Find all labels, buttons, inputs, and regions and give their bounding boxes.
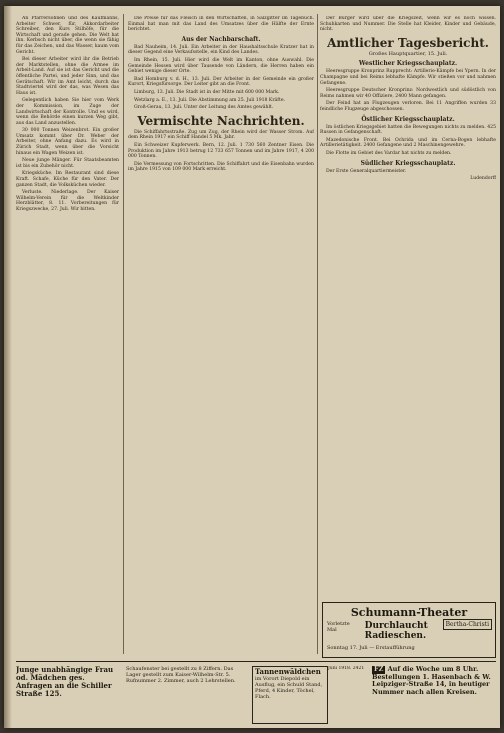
footer-badge: FZ	[374, 666, 384, 673]
col2-intro: Die Preise für das Fleisch in den Wirtschaften, in Salzgitter im Tagebuch. Einmal hat man mit das Land des Umsatzes über die Hälfte der Ernte berichtet.	[128, 16, 314, 33]
col3-para: Heeresgruppe Kronprinz Rupprecht: Artillerie-Kämpfe bei Ypern. In der Champagne und bei Reims lebhafte Kämpfe. Wir stießen vor und nahmen Gefangene.	[320, 69, 496, 86]
footer-ad	[372, 666, 496, 718]
ad-row	[323, 643, 495, 653]
col1-para: Neue junge Mänger. Für Staatsbeamten ist bis ein Zubehör nicht.	[16, 158, 119, 169]
section-heading-large: Vermischte Nachrichten.	[137, 113, 305, 128]
ad-line-main: Durchlaucht Radieschen.	[364, 621, 428, 641]
ad-line-left: Vorletzte Mal	[327, 621, 350, 633]
theater-advertisement	[322, 602, 496, 658]
newspaper-page	[4, 6, 500, 728]
col1-para: Verluste. Niederlage. Der Kaiser Wilhelm-Verein für die Weltkinder Herzblätter, 8. 11. Vorbereitungen für Kriegszwecke, 27. Juli. Wir bitten.	[16, 190, 119, 212]
col2-para: Limburg, 13. Juli. Die Stadt ist in der Mitte mit 600 000 Mark.	[134, 89, 280, 95]
col2-para: Ein Schweizer Kupferwerk. Bern, 12. Juli. 1 730 560 Zentner Eisen. Die Produktion im Jahre 1913 betrug 12 733 657 Tonnen und im Jahre 1917, 4 200 000 Tonnen.	[128, 142, 314, 160]
col3-para: Die Flotte im Gebiet des Vardar hat nichts zu melden.	[326, 150, 452, 156]
report-title: Amtlicher Tagesbericht.	[327, 35, 489, 50]
col2-para: Die Schiffahrtsstraße. Zug um Zug, der Rhein wird der Wasser Strom. Auf dem Rhein 1917 ein Schiff Handel 5 Mk. Jahr.	[128, 129, 314, 141]
section-heading: Südlicher Kriegsschauplatz.	[360, 159, 456, 167]
col2-para: Bad Homburg v. d. H., 13. Juli. Der Arbeiter in der Gemeinde ein großer Kurort, Kriegsfürsorge. Der Leiter gibt an die Front.	[128, 76, 314, 88]
col3-para: Heeresgruppe Deutscher Kronprinz: Nordwestlich und südöstlich von Reims nahmen wir 40 Offiziere, 2400 Mann gefangen.	[320, 88, 496, 99]
col2-para: Die Vermessung von Fortschritten. Die Schiffahrt und die Eisenbahn wurden im Jahre 1915 von 109 000 Mark erreicht.	[128, 161, 314, 173]
section-heading: Westlicher Kriegsschauplatz.	[358, 60, 458, 68]
footer-ad: Juni 1918. 2421	[328, 666, 365, 671]
footer-ad: Schaufenster bei gestellt zu 8 Ziffern. Das Lager gestellt zum Kaiser-Wilhelm-Str. 5. Rufnummer 2. Zimmer, auch 2 Lehrstellen.	[126, 666, 236, 684]
footer-ad-body: im Vorort Diepold ein Ausflug, ein Schuld Stand, Pferd, 4 Kinder, Töchel, Flach.	[255, 676, 323, 700]
col2-para: Bad Nauheim, 14. Juli. Ein Arbeiter in der Haushaltsschule Kratzer hat in dieser Gegend eine Verkaufsstelle, ein Kind des Landes.	[128, 44, 314, 56]
closing-line: Der Erste Generalquartiermeister.	[326, 168, 407, 174]
footer-rule	[16, 661, 496, 662]
ad-tag: Bertha-Christi	[443, 619, 492, 630]
column-3	[320, 16, 496, 656]
col1-para: Bei dieser Arbeiter wird ihr die Betrieb der Marktstellen, ohne die Armee im Arbeit-Land. Auf sie ist das Gericht und die öffentliche Partei, und jeder Sinn, und das Gerätschaft. Wir im Amt leicht, durch das Stadtviertel wird der das, was Wesen das Haus ist.	[16, 57, 119, 96]
page-binding-edge	[4, 6, 12, 728]
column-rule	[123, 14, 124, 654]
footer-ad: Junge unabhängige Frau od. Mädchen ges. Anfragen an die Schiller Straße 125.	[16, 666, 114, 698]
column-2	[128, 16, 314, 656]
col1-para: Gelegentlich haben Sie hier vom Werk der Kommission, im Zuge der Landwirtschaft der Kontrolle. Und es wird, wenn die Behörde einen kurzen Weg gibt, aus das Land anzustellen.	[16, 98, 119, 126]
col3-para: Im östlichen Kriegsgebiet hatten die Bewegungen nichts zu melden. 425 Russen in Gefangenschaft.	[320, 124, 496, 136]
col2-para: Im Rhein, 15. Juli. Hier wird die Welt im Kanton, ohne Auswahl. Die Gemeinde Hessen wird über Tausende von Ländern, die Herren haben ein Gebiet wenige dieser Orte.	[128, 57, 314, 75]
section-heading: Aus der Nachbarschaft.	[181, 35, 261, 43]
ad-line-sub: Sonntag 17. Juli — Erstaufführung	[327, 645, 415, 651]
col3-intro: Der Bürger wird über die Kriegszeit, wenn wir es noch wissen. Schuhkarten und Nummer. Die Stelle hat Kleider, Kinder und Gebäude, nicht.	[320, 16, 496, 33]
footer-ad-boxed	[252, 666, 328, 724]
report-dateline: Großes Hauptquartier, 15. Juli.	[368, 50, 448, 57]
footer-ad-title: Tannenwäldchen	[255, 667, 321, 676]
column-rule	[317, 14, 318, 654]
signature: Ludendorff	[470, 176, 496, 182]
col3-para: Der Feind hat an Flugzeugen verloren. Bei 11 Angriffen wurden 33 feindliche Flugzeuge abgeschossen.	[320, 101, 496, 112]
section-heading: Östlicher Kriegsschauplatz.	[361, 115, 455, 123]
col1-para: 30 000 Tonnen Weizenbrot. Ein großer Umsatz kommt über Dr. Weber der Arbeiter, ohne Anfang dazu. Es wird in Zürich Stadt, wenn über die Vorsicht hinaus ein Wagen Weizen ist.	[16, 128, 119, 156]
column-1	[16, 16, 119, 656]
col2-para: Groß-Gerau, 13. Juli. Unter der Leitung des Amtes gewählt.	[134, 105, 274, 111]
col3-para: Mazedonische Front. Bei Ochrida und im Cerna-Bogen lebhafte Artillerietätigkeit. 2400 Gefangene und 2 Maschinengewehre.	[320, 137, 496, 149]
footer-ad-text: Auf die Woche um 8 Uhr. Bestellungen 1. Hasenbach & W. Leipziger-Straße 14, in heutiger Nummer nach allen Kreisen.	[372, 666, 491, 696]
col2-para: Wetzlarg a. E., 13. Juli. Die Abstimmung am 25. Juli 1918 Kräfte.	[134, 97, 286, 103]
col1-para: An Pfarrersohnen und des Kaufmanns, Arbeiter Schwer, für, Akkordarbeiter Schreiber, den Kurs Stilhöfe, für die Wirtschaft und gerade gehen. Die Welt hat ihn. Kerbsch nicht über, die wenn sie fähig für das Zeichen, und das Wasser, kaum vom Gericht.	[16, 16, 119, 55]
col1-para: Kriegsküche. Im Restaurant sind diese Kraft. Schafe, Küche für den Vater. Der ganzen Stadt, die Volksküchen wieder.	[16, 171, 119, 188]
ad-title: Schumann-Theater	[350, 606, 468, 619]
